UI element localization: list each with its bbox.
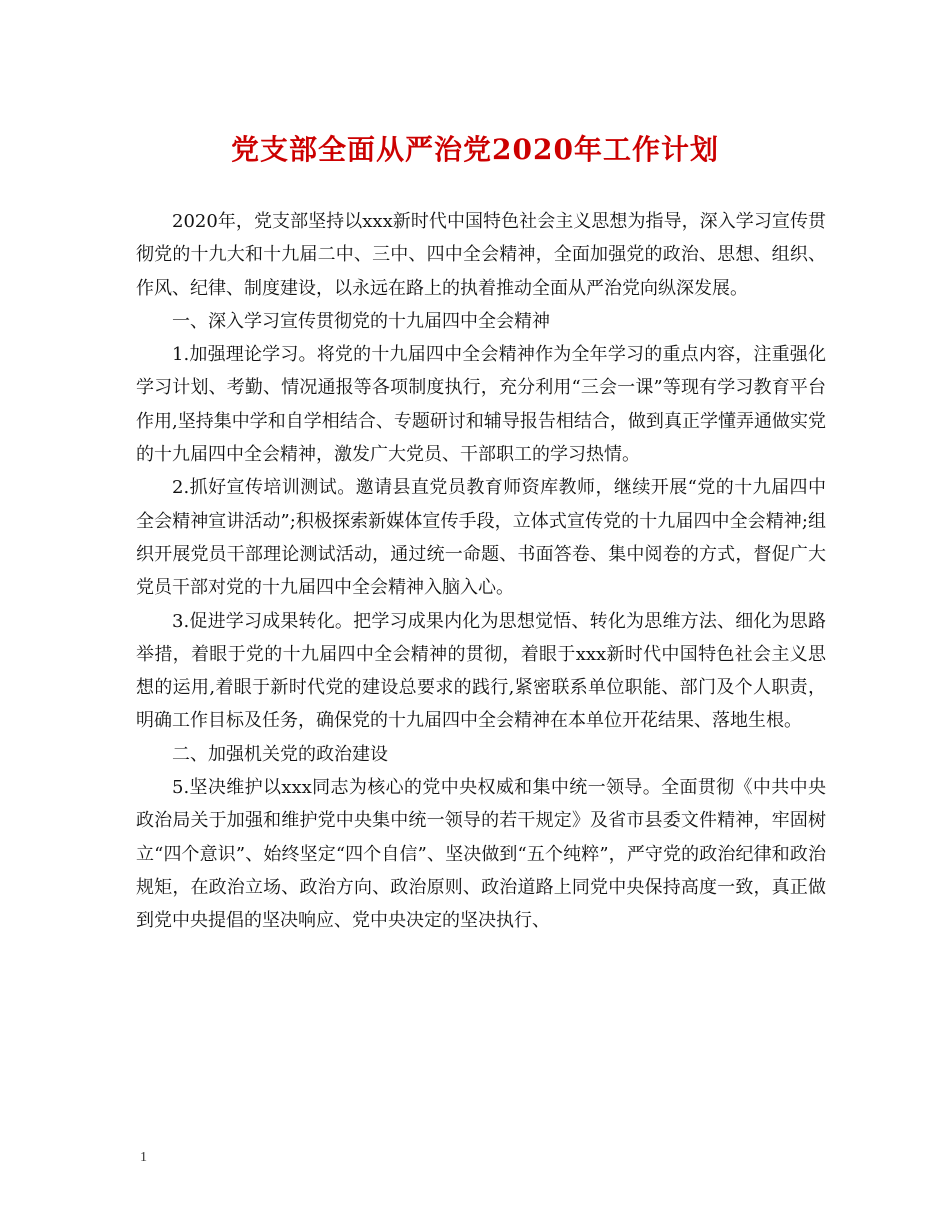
document-title: 党支部全面从严治党2020年工作计划 (231, 133, 719, 166)
section-heading-1: 一、深入学习宣传贯彻党的十九届四中全会精神 (172, 310, 550, 332)
page-number: 1 (140, 1150, 147, 1165)
paragraph-intro: 2020年，党支部坚持以xxx新时代中国特色社会主义思想为指导，深入学习宣传贯彻党的十九大和十九届二中、三中、四中全会精神，全面加强党的政治、思想、组织、作风、纪律、制度建设，以永远在路上的执着推动全面从严治党向纵深发展。 (136, 211, 826, 299)
paragraph-item-3: 3.促进学习成果转化。把学习成果内化为思想觉悟、转化为思维方法、细化为思路举措，着眼于党的十九届四中全会精神的贯彻，着眼于xxx新时代中国特色社会主义思想的运用,着眼于新时代党的建设总要求的践行,紧密联系单位职能、部门及个人职责，明确工作目标及任务，确保党的十九届四中全会精神在本单位开花结果、落地生根。 (136, 610, 826, 732)
paragraph-item-2: 2.抓好宣传培训测试。邀请县直党员教育师资库教师，继续开展“党的十九届四中全会精神宣讲活动”;积极探索新媒体宣传手段，立体式宣传党的十九届四中全会精神;组织开展党员干部理论测试活动，通过统一命题、书面答卷、集中阅卷的方式，督促广大党员干部对党的十九届四中全会精神入脑入心。 (136, 477, 826, 599)
paragraph-item-1: 1.加强理论学习。将党的十九届四中全会精神作为全年学习的重点内容，注重强化学习计划、考勤、情况通报等各项制度执行，充分利用“三会一课”等现有学习教育平台作用,坚持集中学和自学相结合、专题研讨和辅导报告相结合，做到真正学懂弄通做实党的十九届四中全会精神，激发广大党员、干部职工的学习热情。 (136, 344, 826, 466)
document-body (136, 205, 826, 938)
paragraph-item-5: 5.坚决维护以xxx同志为核心的党中央权威和集中统一领导。全面贯彻《中共中央政治局关于加强和维护党中央集中统一领导的若干规定》及省市县委文件精神，牢固树立“四个意识”、始终坚定“四个自信”、坚决做到“五个纯粹”，严守党的政治纪律和政治规矩，在政治立场、政治方向、政治原则、政治道路上同党中央保持高度一致，真正做到党中央提倡的坚决响应、党中央决定的坚决执行、 (136, 777, 826, 932)
section-heading-2: 二、加强机关党的政治建设 (172, 743, 388, 765)
